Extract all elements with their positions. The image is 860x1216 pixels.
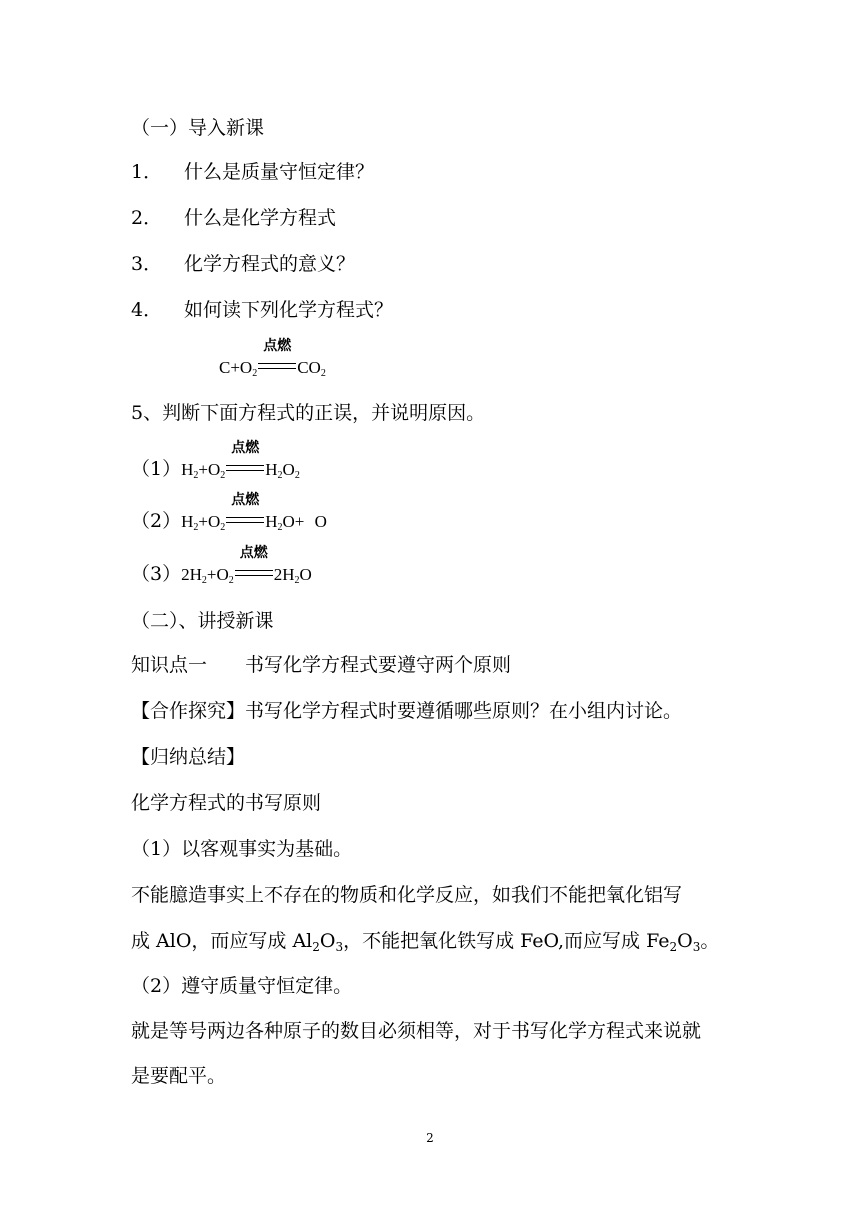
question-2	[131, 205, 336, 231]
question-4	[131, 297, 393, 323]
equation-main: $C+O_2$ 点燃 $CO_2$	[219, 338, 326, 379]
question-number: 2．	[131, 207, 163, 229]
principle-1-desc-line2: 成 AlO，而应写成 $Al_2O_3$，不能把氧化铁写成 FeO,而应写成 $Fe_2O_3$。	[131, 930, 720, 954]
principle-2-desc-line2: 是要配平。	[131, 1065, 227, 1087]
question-text: 什么是化学方程式	[184, 207, 337, 229]
principle-2: （2）遵守质量守恒定律。	[131, 975, 353, 997]
page-number: 2	[426, 1131, 434, 1145]
judge-equation-1: $(1)H_2+O_2$ 点燃 $H_2O_2$	[131, 440, 300, 481]
reaction-condition: 点燃	[226, 507, 264, 529]
reaction-condition: 点燃	[235, 560, 273, 582]
judge-equation-2: $(2)H_2+O_2$ 点燃 $H_2O+ O$	[131, 492, 327, 533]
summary-heading: 【归纳总结】	[131, 746, 246, 768]
cooperative-inquiry: 【合作探究】书写化学方程式时要遵循哪些原则？在小组内讨论。	[131, 700, 683, 722]
section-title-intro: （一）导入新课	[131, 117, 265, 139]
reaction-condition: 点燃	[258, 353, 296, 375]
question-5: 5、判断下面方程式的正误，并说明原因。	[131, 402, 486, 424]
principles-title: 化学方程式的书写原则	[131, 792, 322, 814]
question-number: 1．	[131, 161, 163, 183]
question-number: 3．	[131, 253, 163, 275]
principle-1-desc-line1: 不能臆造事实上不存在的物质和化学反应，如我们不能把氧化铝写	[131, 884, 683, 906]
principle-1: （1）以客观事实为基础。	[131, 838, 353, 860]
question-number: 4．	[131, 299, 163, 321]
question-text: 什么是质量守恒定律？	[184, 161, 375, 183]
judge-equation-3: $(3)2H_2+O_2$ 点燃 $2H_2O$	[131, 545, 312, 586]
question-3	[131, 251, 355, 277]
question-text: 化学方程式的意义？	[184, 253, 356, 275]
section-title-new: （二）、讲授新课	[131, 610, 274, 632]
knowledge-point: 知识点一 书写化学方程式要遵守两个原则	[131, 654, 512, 676]
reaction-condition: 点燃	[226, 455, 264, 477]
principle-2-desc-line1: 就是等号两边各种原子的数目必须相等，对于书写化学方程式来说就	[131, 1020, 702, 1042]
question-text: 如何读下列化学方程式？	[184, 299, 394, 321]
question-1	[131, 159, 374, 185]
